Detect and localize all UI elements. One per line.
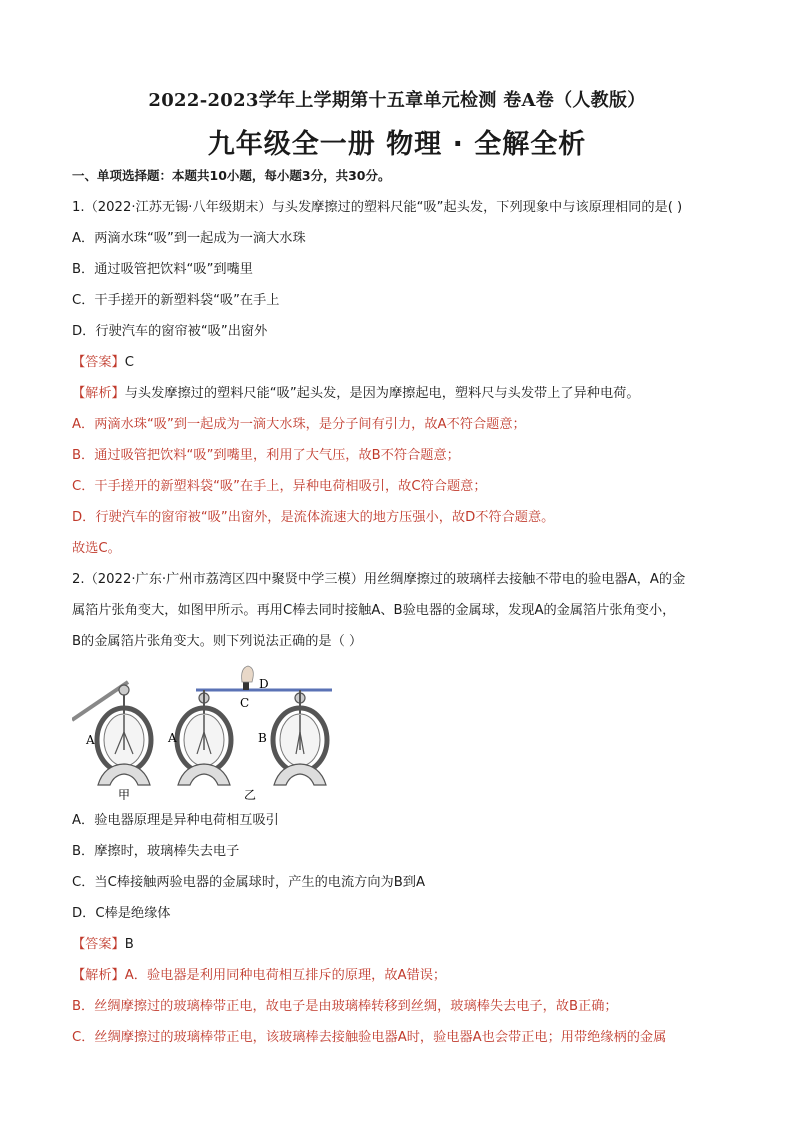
answer-tag: 【答案】 <box>72 937 125 952</box>
q2-stem-line-1: 2.（2022·广东·广州市荔湾区四中聚贤中学三模）用丝绸摩擦过的玻璃样去接触不带电的验电器A，A的金 <box>72 572 686 587</box>
section-heading: 一、单项选择题：本题共10小题，每小题3分，共30分。 <box>72 168 391 183</box>
q2-answer <box>72 936 732 954</box>
analysis-line: A．验电器是利用同种电荷相互排斥的原理，故A错误； <box>124 968 447 983</box>
answer-value: B <box>124 937 134 952</box>
analysis-line: B．通过吸管把饮料“吸”到嘴里，利用了大气压，故B不符合题意； <box>72 448 460 463</box>
label-d: D <box>259 677 269 691</box>
label-yi: 乙 <box>244 788 257 800</box>
electroscope-b <box>273 690 327 785</box>
insulated-handle <box>243 682 249 690</box>
q1-answer <box>72 354 732 372</box>
q2-analysis-3: C．丝绸摩擦过的玻璃棒带正电，该玻璃棒去接触验电器A时，验电器A也会带正电；用带绝缘柄的金属 <box>72 1030 667 1045</box>
electroscope-a <box>177 690 231 785</box>
q2-option-d: D．C棒是绝缘体 <box>72 906 171 921</box>
electroscope-jia <box>97 685 151 785</box>
q1-conclusion: 故选C。 <box>72 541 121 556</box>
q1-stem: 1.（2022·江苏无锡·八年级期末）与头发摩擦过的塑料尺能“吸”起头发，下列现象中与该原理相同的是( ) <box>72 200 683 215</box>
answer-value: C <box>124 355 134 370</box>
document-subtitle: 九年级全一册 物理 · 全解全析 <box>207 129 587 160</box>
label-jia: 甲 <box>118 788 131 800</box>
analysis-line: D．行驶汽车的窗帘被“吸”出窗外，是流体流速大的地方压强小，故D不符合题意。 <box>72 510 555 525</box>
q1-analysis-b <box>72 447 732 465</box>
analysis-line: C．干手搓开的新塑料袋“吸”在手上，异种电荷相吸引，故C符合题意； <box>72 479 487 494</box>
q1-analysis-d <box>72 509 732 527</box>
q1-analysis-c <box>72 478 732 496</box>
q1-option-d: D．行驶汽车的窗帘被“吸”出窗外 <box>72 324 268 339</box>
q1-option-c: C．干手搓开的新塑料袋“吸”在手上 <box>72 293 280 308</box>
q1-option-a: A．两滴水珠“吸”到一起成为一滴大水珠 <box>72 231 306 246</box>
analysis-tag: 【解析】 <box>72 968 125 983</box>
label-b: B <box>258 731 267 745</box>
electroscope-figure <box>72 660 332 800</box>
q2-option-a: A．验电器原理是异种电荷相互吸引 <box>72 813 279 828</box>
q2-stem-line-2: 属箔片张角变大，如图甲所示。再用C棒去同时接触A、B验电器的金属球，发现A的金属箔片张角变小， <box>72 603 676 618</box>
answer-tag: 【答案】 <box>72 355 125 370</box>
q2-option-c: C．当C棒接触两验电器的金属球时，产生的电流方向为B到A <box>72 875 425 890</box>
q1-analysis-a <box>72 416 732 434</box>
hand-icon <box>242 666 254 682</box>
analysis-text: 与头发摩擦过的塑料尺能“吸”起头发，是因为摩擦起电，塑料尺与头发带上了异种电荷。 <box>124 386 640 401</box>
analysis-tag: 【解析】 <box>72 386 125 401</box>
q2-analysis-1 <box>72 967 732 985</box>
label-a-yi: A <box>168 731 177 745</box>
q2-option-b: B．摩擦时，玻璃棒失去电子 <box>72 844 240 859</box>
q1-option-b: B．通过吸管把饮料“吸”到嘴里 <box>72 262 253 277</box>
label-a-jia: A <box>86 733 95 747</box>
label-c: C <box>240 696 250 710</box>
analysis-line: A．两滴水珠“吸”到一起成为一滴大水珠，是分子间有引力，故A不符合题意； <box>72 417 526 432</box>
q1-analysis <box>72 385 732 403</box>
q2-analysis-2: B．丝绸摩擦过的玻璃棒带正电，故电子是由玻璃棒转移到丝绸，玻璃棒失去电子，故B正确； <box>72 999 618 1014</box>
q2-stem-line-3: B的金属箔片张角变大。则下列说法正确的是（ ） <box>72 634 363 649</box>
document-title: 2022-2023学年上学期第十五章单元检测 卷A卷（人教版） <box>148 90 646 111</box>
